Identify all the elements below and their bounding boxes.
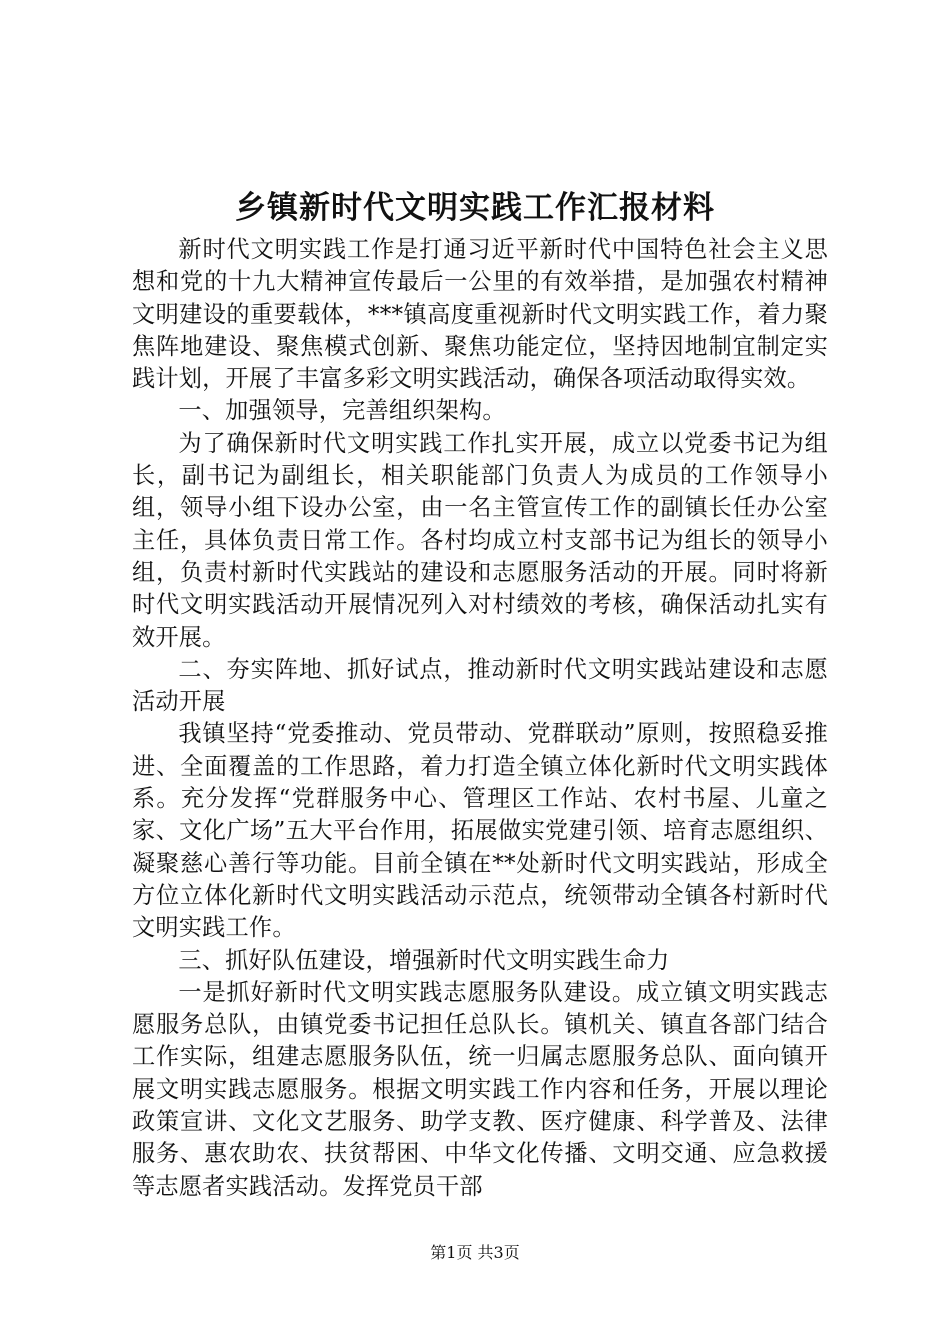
paragraph-section-2: 我镇坚持“党委推动、党员带动、党群联动”原则，按照稳妥推进、全面覆盖的工作思路，着力打造全镇立体化新时代文明实践体系。充分发挥“党群服务中心、管理区工作站、农村书屋、儿童之家、文化广场”五大平台作用，拓展做实党建引领、培育志愿组织、凝聚慈心善行等功能。目前全镇在**处新时代文明实践站，形成全方位立体化新时代文明实践活动示范点，统领带动全镇各村新时代文明实践工作。 bbox=[132, 720, 828, 942]
paragraph-section-1: 为了确保新时代文明实践工作扎实开展，成立以党委书记为组长，副书记为副组长，相关职能部门负责人为成员的工作领导小组，领导小组下设办公室，由一名主管宣传工作的副镇长任办公室主任，具体负责日常工作。各村均成立村支部书记为组长的领导小组，负责村新时代实践站的建设和志愿服务活动的开展。同时将新时代文明实践活动开展情况列入对村绩效的考核，确保活动扎实有效开展。 bbox=[132, 429, 828, 651]
page-number-footer: 第1页 共3页 bbox=[430, 1243, 520, 1262]
paragraph-section-3: 一是抓好新时代文明实践志愿服务队建设。成立镇文明实践志愿服务总队，由镇党委书记担任总队长。镇机关、镇直各部门结合工作实际，组建志愿服务队伍，统一归属志愿服务总队、面向镇开展文明实践志愿服务。根据文明实践工作内容和任务，开展以理论政策宣讲、文化文艺服务、助学支教、医疗健康、科学普及、法律服务、惠农助农、扶贫帮困、中华文化传播、文明交通、应急救援等志愿者实践活动。发挥党员干部 bbox=[132, 978, 828, 1200]
document-title: 乡镇新时代文明实践工作汇报材料 bbox=[235, 190, 715, 226]
heading-section-2: 二、夯实阵地、抓好试点，推动新时代文明实践站建设和志愿活动开展 bbox=[132, 655, 828, 716]
document-body bbox=[132, 234, 828, 1203]
paragraph-intro: 新时代文明实践工作是打通习近平新时代中国特色社会主义思想和党的十九大精神宣传最后一公里的有效举措，是加强农村精神文明建设的重要载体，***镇高度重视新时代文明实践工作，着力聚焦阵地建设、聚焦模式创新、聚焦功能定位，坚持因地制宜制定实践计划，开展了丰富多彩文明实践活动，确保各项活动取得实效。 bbox=[132, 236, 828, 393]
heading-section-3: 三、抓好队伍建设，增强新时代文明实践生命力 bbox=[178, 946, 670, 974]
heading-section-1: 一、加强领导，完善组织架构。 bbox=[178, 397, 506, 425]
